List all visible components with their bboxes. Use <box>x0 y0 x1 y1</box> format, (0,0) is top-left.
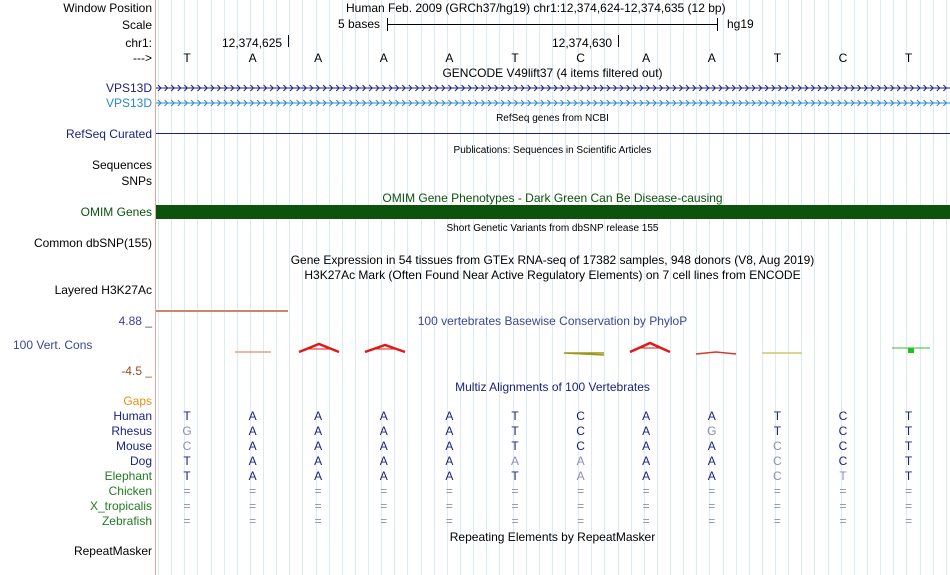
snps-label[interactable]: SNPs <box>121 174 152 188</box>
aligned-base: A <box>379 424 388 438</box>
base-letter: T <box>904 51 913 65</box>
aligned-base: G <box>182 424 192 438</box>
sequences-label[interactable]: Sequences <box>91 158 152 172</box>
aligned-base: = <box>249 499 257 513</box>
aligned-base: = <box>249 514 257 528</box>
aligned-base: A <box>445 439 454 453</box>
window-position-label: Window Position <box>63 1 152 15</box>
aligned-base: T <box>904 409 913 423</box>
multiz-track-title[interactable]: Multiz Alignments of 100 Vertebrates <box>455 380 650 394</box>
aligned-base: A <box>314 439 323 453</box>
aligned-base: A <box>379 454 388 468</box>
aligned-base: C <box>773 454 782 468</box>
scale-left-text: 5 bases <box>338 17 381 31</box>
vps13d-label-2[interactable]: VPS13D <box>105 96 152 110</box>
base-letter: T <box>773 51 782 65</box>
aligned-base: = <box>380 484 388 498</box>
refseq-label[interactable]: RefSeq Curated <box>65 127 152 141</box>
aligned-base: = <box>511 499 519 513</box>
aligned-base: = <box>642 499 650 513</box>
repeatmasker-track-title[interactable]: Repeating Elements by RepeatMasker <box>449 530 656 544</box>
aligned-base: = <box>905 484 913 498</box>
aligned-base: A <box>707 469 716 483</box>
omim-label[interactable]: OMIM Genes <box>80 205 152 219</box>
base-letter: A <box>379 51 388 65</box>
aligned-base: = <box>642 514 650 528</box>
aligned-base: C <box>576 409 585 423</box>
aligned-base: = <box>773 499 781 513</box>
alignment-row <box>0 409 950 423</box>
aligned-base: = <box>183 499 191 513</box>
scale-tick-right <box>717 18 718 31</box>
aligned-base: = <box>839 484 847 498</box>
base-letter: A <box>248 51 257 65</box>
aligned-base: T <box>511 469 519 483</box>
coordinate-1-tick <box>288 35 289 47</box>
aligned-base: = <box>314 484 322 498</box>
aligned-base: A <box>642 454 651 468</box>
aligned-base: T <box>183 409 191 423</box>
coordinate-2-tick <box>618 35 619 47</box>
aligned-base: A <box>642 469 651 483</box>
aligned-base: C <box>773 469 782 483</box>
aligned-base: = <box>380 514 388 528</box>
aligned-base: A <box>576 454 585 468</box>
vps13d-label-1[interactable]: VPS13D <box>105 81 152 95</box>
species-label[interactable]: Rhesus <box>111 424 152 438</box>
scale-right-text: hg19 <box>727 17 754 31</box>
repeatmasker-label[interactable]: RepeatMasker <box>73 544 152 558</box>
aligned-base: T <box>904 439 913 453</box>
phylop-conservation-plot <box>156 340 950 360</box>
aligned-base: = <box>839 499 847 513</box>
base-letter: T <box>511 51 519 65</box>
aligned-base: = <box>905 499 913 513</box>
base-letter: T <box>183 51 191 65</box>
cons-min-label: -4.5 _ <box>121 364 152 378</box>
aligned-base: T <box>183 469 191 483</box>
alignment-row <box>0 484 950 498</box>
scale-label: Scale <box>121 18 152 32</box>
species-label[interactable]: Chicken <box>108 484 152 498</box>
aligned-base: G <box>707 424 717 438</box>
aligned-base: = <box>577 499 585 513</box>
aligned-base: A <box>707 454 716 468</box>
coordinate-2: 12,374,630 <box>552 36 613 50</box>
alignment-row <box>0 424 950 438</box>
aligned-base: = <box>314 499 322 513</box>
chr-label: chr1: <box>125 36 152 50</box>
aligned-base: = <box>511 484 519 498</box>
aligned-base: A <box>445 454 454 468</box>
aligned-base: A <box>314 409 323 423</box>
aligned-base: T <box>839 469 847 483</box>
species-label[interactable]: Mouse <box>115 439 152 453</box>
aligned-base: A <box>707 409 716 423</box>
aligned-base: A <box>642 409 651 423</box>
aligned-base: A <box>314 424 323 438</box>
aligned-base: = <box>839 514 847 528</box>
aligned-base: T <box>773 409 782 423</box>
base-letter: A <box>445 51 454 65</box>
refseq-track-title[interactable]: RefSeq genes from NCBI <box>496 113 609 124</box>
aligned-base: A <box>314 454 323 468</box>
base-letter: C <box>838 51 848 65</box>
aligned-base: T <box>511 439 519 453</box>
base-sequence <box>0 51 950 65</box>
aligned-base: = <box>708 484 716 498</box>
species-label[interactable]: Human <box>113 409 152 423</box>
aligned-base: = <box>577 514 585 528</box>
aligned-base: = <box>314 514 322 528</box>
aligned-base: = <box>708 514 716 528</box>
vps13d-transcript-1[interactable] <box>156 82 950 94</box>
alignment-row <box>0 499 950 513</box>
aligned-base: = <box>445 499 453 513</box>
aligned-base: A <box>510 454 519 468</box>
aligned-base: = <box>642 484 650 498</box>
aligned-base: A <box>314 469 323 483</box>
h3k27ac-label[interactable]: Layered H3K27Ac <box>54 283 152 297</box>
dbsnp-track-title[interactable]: Short Genetic Variants from dbSNP release 155 <box>446 223 659 234</box>
aligned-base: A <box>445 469 454 483</box>
aligned-base: A <box>379 469 388 483</box>
aligned-base: A <box>576 469 585 483</box>
phylop-track-title[interactable]: 100 vertebrates Basewise Conservation by PhyloP <box>417 314 688 328</box>
dbsnp-label[interactable]: Common dbSNP(155) <box>33 236 152 250</box>
aligned-base: A <box>248 424 257 438</box>
aligned-base: A <box>445 409 454 423</box>
aligned-base: A <box>445 424 454 438</box>
aligned-base: A <box>248 409 257 423</box>
vps13d-transcript-2[interactable] <box>156 97 950 109</box>
aligned-base: = <box>183 484 191 498</box>
aligned-base: = <box>445 484 453 498</box>
alignment-row <box>0 439 950 453</box>
base-letter: C <box>576 51 585 65</box>
gencode-track-title[interactable]: GENCODE V49lift37 (4 items filtered out) <box>442 66 663 80</box>
base-letter: A <box>314 51 323 65</box>
aligned-base: C <box>838 409 848 423</box>
aligned-base: = <box>773 514 781 528</box>
scale-tick-left <box>387 18 388 31</box>
aligned-base: = <box>511 514 519 528</box>
aligned-base: A <box>642 439 651 453</box>
h3k27ac-track-title[interactable]: H3K27Ac Mark (Often Found Near Active Regulatory Elements) on 7 cell lines from ENCODE <box>304 268 801 282</box>
omim-track-title[interactable]: OMIM Gene Phenotypes - Dark Green Can Be Disease-causing <box>382 191 723 205</box>
aligned-base: C <box>576 424 585 438</box>
aligned-base: C <box>838 454 848 468</box>
aligned-base: = <box>249 484 257 498</box>
aligned-base: = <box>773 484 781 498</box>
aligned-base: = <box>183 514 191 528</box>
aligned-base: = <box>708 499 716 513</box>
aligned-base: T <box>904 454 913 468</box>
alignment-row <box>0 514 950 528</box>
aligned-base: T <box>511 409 519 423</box>
aligned-base: = <box>445 514 453 528</box>
window-position-value[interactable]: Human Feb. 2009 (GRCh37/hg19) chr1:12,374,624-12,374,635 (12 bp) <box>346 1 726 15</box>
aligned-base: T <box>773 424 782 438</box>
species-label[interactable]: Zebrafish <box>101 514 152 528</box>
alignment-row <box>0 454 950 468</box>
aligned-base: T <box>183 454 191 468</box>
refseq-gene-line[interactable] <box>156 133 950 134</box>
aligned-base: = <box>380 499 388 513</box>
aligned-base: A <box>642 424 651 438</box>
aligned-base: T <box>904 469 913 483</box>
aligned-base: A <box>379 409 388 423</box>
aligned-base: C <box>838 424 848 438</box>
gtex-track-title[interactable]: Gene Expression in 54 tissues from GTEx RNA-seq of 17382 samples, 948 donors (V8, Aug 2019) <box>290 253 815 267</box>
aligned-base: T <box>904 424 913 438</box>
aligned-base: A <box>248 439 257 453</box>
coordinate-1: 12,374,625 <box>222 36 283 50</box>
aligned-base: T <box>511 424 519 438</box>
cons-label[interactable]: 100 Vert. Cons <box>13 338 93 352</box>
aligned-base: C <box>576 439 585 453</box>
aligned-base: = <box>577 484 585 498</box>
strand-label: ---> <box>133 51 152 65</box>
base-letter: A <box>707 51 716 65</box>
species-label[interactable]: Elephant <box>104 469 152 483</box>
cons-max-label: 4.88 _ <box>118 314 152 328</box>
publications-track-title[interactable]: Publications: Sequences in Scientific Articles <box>453 145 652 156</box>
aligned-base: C <box>838 439 848 453</box>
h3k27ac-signal <box>156 310 288 312</box>
aligned-base: A <box>379 439 388 453</box>
aligned-base: A <box>248 469 257 483</box>
scale-bar <box>387 24 718 25</box>
species-label[interactable]: Dog <box>129 454 152 468</box>
species-label[interactable]: X_tropicalis <box>89 499 152 513</box>
aligned-base: C <box>182 439 192 453</box>
aligned-base: A <box>707 439 716 453</box>
alignment-row <box>0 469 950 483</box>
aligned-base: C <box>773 439 782 453</box>
omim-gene-bar[interactable] <box>156 205 950 219</box>
aligned-base: A <box>248 454 257 468</box>
gaps-label[interactable]: Gaps <box>123 394 152 408</box>
aligned-base: = <box>905 514 913 528</box>
base-letter: A <box>642 51 651 65</box>
